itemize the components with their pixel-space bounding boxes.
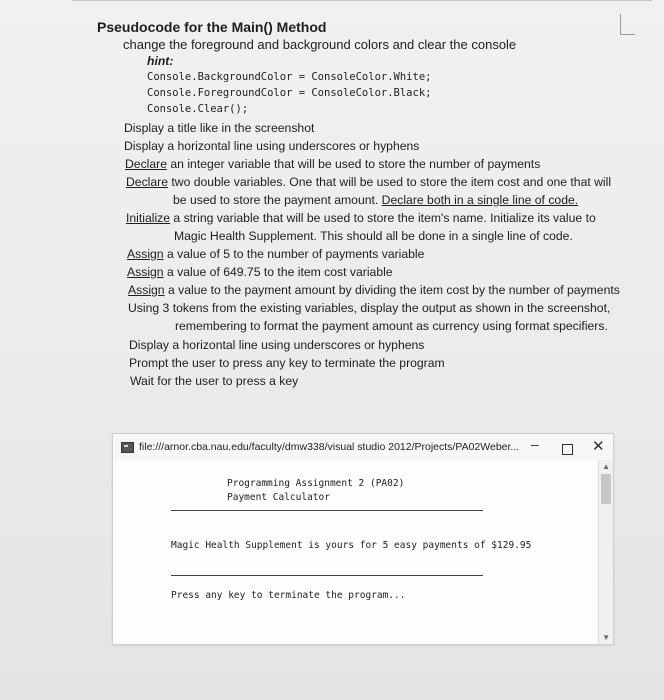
step-text: two double variables. One that will be used to store the item cost and one that will [168, 175, 612, 189]
step-initialize-string-cont: Magic Health Supplement. This should all be done in a single line of code. [174, 229, 573, 243]
console-subtitle-line: Payment Calculator [227, 492, 330, 503]
step-declare-doubles [126, 175, 611, 189]
keyword-declare: Declare [126, 175, 168, 189]
step-text: be used to store the payment amount. [173, 193, 382, 207]
console-prompt-line: Press any key to terminate the program... [171, 590, 406, 601]
top-divider [72, 0, 652, 1]
keyword-initialize: Initialize [126, 211, 171, 225]
keyword-declare: Declare [125, 157, 167, 171]
step-declare-doubles-cont [173, 193, 578, 207]
step-text: a value of 5 to the number of payments variable [163, 247, 425, 261]
keyword-assign: Assign [127, 247, 164, 261]
emphasis-single-line: Declare both in a single line of code. [381, 193, 579, 207]
step-horizontal-line-2: Display a horizontal line using underscores or hyphens [129, 338, 425, 352]
console-scrollbar[interactable] [598, 460, 613, 644]
step-declare-int [125, 157, 540, 171]
keyword-assign: Assign [128, 283, 165, 297]
step-display-output-cont: remembering to format the payment amount as currency using format specifiers. [175, 319, 608, 333]
console-divider-top [171, 510, 483, 511]
step-prompt-key: Prompt the user to press any key to terminate the program [129, 356, 445, 370]
code-line-background: Console.BackgroundColor = ConsoleColor.White; [147, 71, 432, 83]
console-window [112, 433, 614, 645]
step-text: an integer variable that will be used to store the number of payments [167, 157, 541, 171]
keyword-assign: Assign [127, 265, 164, 279]
hint-label: hint: [147, 54, 174, 68]
step-text: a string variable that will be used to store the item's name. Initialize its value to [170, 211, 596, 225]
close-button[interactable]: ✕ [592, 438, 605, 455]
console-app-icon [121, 442, 134, 453]
step-display-output: Using 3 tokens from the existing variables, display the output as shown in the screenshot, [128, 301, 611, 315]
step-horizontal-line-1: Display a horizontal line using underscores or hyphens [124, 139, 420, 153]
console-output-line: Magic Health Supplement is yours for 5 easy payments of $129.95 [171, 540, 532, 551]
scroll-thumb[interactable] [601, 474, 611, 504]
code-line-clear: Console.Clear(); [147, 103, 249, 115]
code-line-foreground: Console.ForegroundColor = ConsoleColor.Black; [147, 87, 432, 99]
step-initialize-string [126, 211, 596, 225]
step-assign-payments [127, 247, 424, 261]
step-text: a value of 649.75 to the item cost variable [163, 265, 393, 279]
scroll-down-arrow-icon[interactable]: ▼ [602, 633, 610, 642]
step-text: a value to the payment amount by dividing the item cost by the number of payments [164, 283, 620, 297]
scroll-up-arrow-icon[interactable]: ▲ [602, 462, 610, 471]
page-title: Pseudocode for the Main() Method [97, 19, 327, 35]
step-assign-cost [127, 265, 393, 279]
step-assign-payment-amount [128, 283, 620, 297]
console-divider-bottom [171, 575, 483, 576]
console-titlebar [113, 434, 613, 460]
step-change-colors: change the foreground and background colors and clear the console [123, 37, 517, 52]
maximize-button[interactable] [562, 444, 573, 455]
minimize-button[interactable]: – [531, 436, 539, 452]
page-corner-mark [620, 14, 635, 35]
console-title-line: Programming Assignment 2 (PA02) [227, 478, 405, 489]
step-display-title: Display a title like in the screenshot [124, 121, 315, 135]
step-wait-key: Wait for the user to press a key [130, 374, 299, 388]
console-window-path: file:///arnor.cba.nau.edu/faculty/dmw338/visual studio 2012/Projects/PA02Weber... [139, 441, 520, 453]
